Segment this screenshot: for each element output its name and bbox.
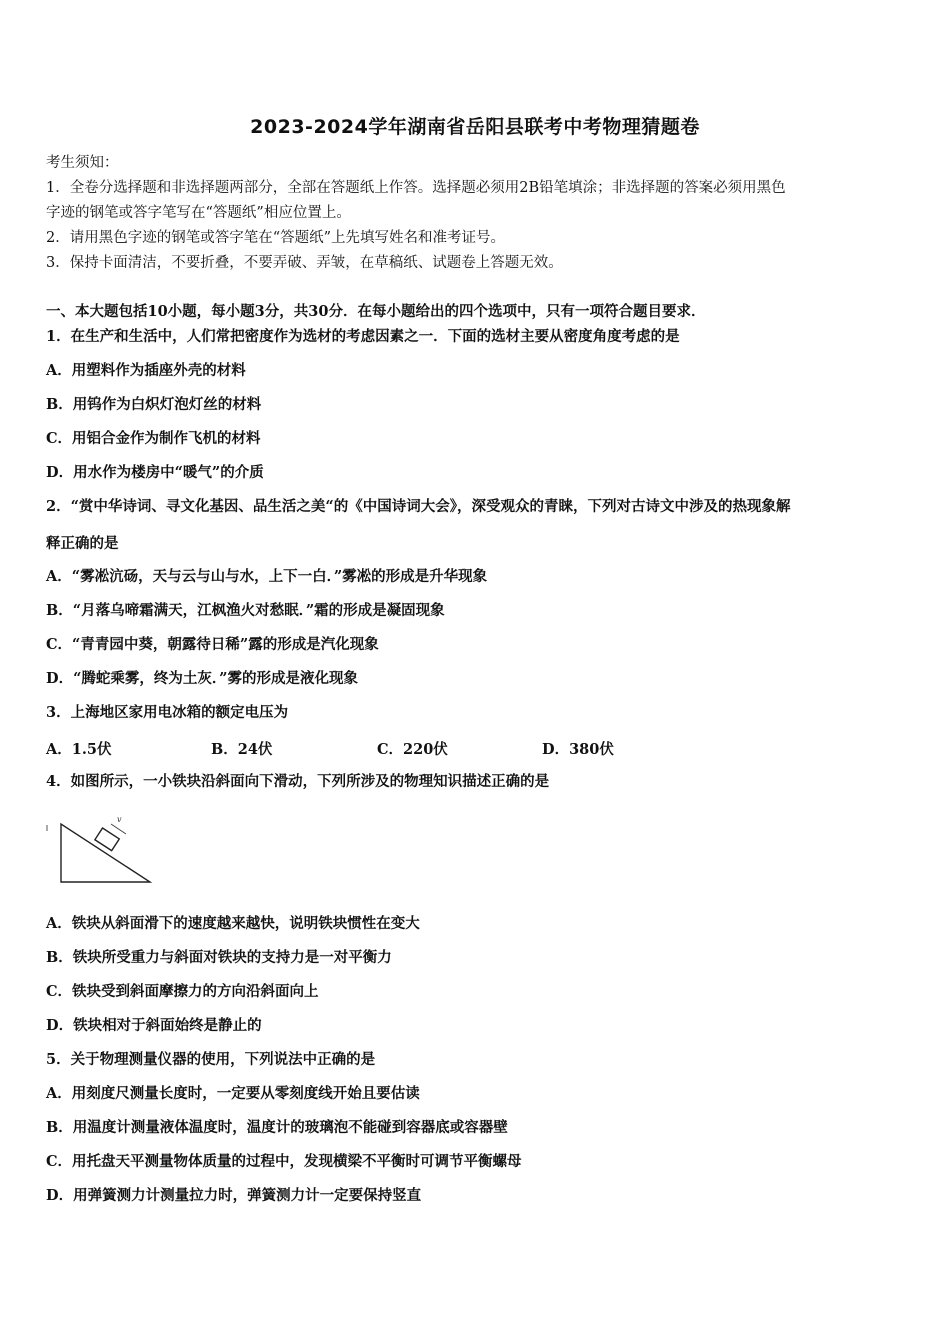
q2-stem-line1: 2．“赏中华诗词、寻文化基因、品生活之美“的《中国诗词大会》，深受观众的青睐，下列对古诗文中涉及的热现象解 bbox=[46, 498, 791, 515]
notice-item-3: 3．保持卡面清洁，不要折叠，不要弄破、弄皱，在草稿纸、试题卷上答题无效。 bbox=[46, 255, 563, 271]
q5-stem: 5．关于物理测量仪器的使用，下列说法中正确的是 bbox=[46, 1051, 376, 1068]
q1-option-c: C．用铝合金作为制作飞机的材料 bbox=[46, 430, 261, 447]
q2-stem-line2: 释正确的是 bbox=[46, 535, 119, 552]
q2-option-b: B．“月落乌啼霜满天，江枫渔火对愁眠．”霜的形成是凝固现象 bbox=[46, 602, 445, 619]
velocity-label: v bbox=[117, 815, 122, 824]
q5-option-a: A．用刻度尺测量长度时，一定要从零刻度线开始且要估读 bbox=[46, 1085, 420, 1102]
q2-option-c: C．“青青园中葵，朝露待日稀”露的形成是汽化现象 bbox=[46, 636, 379, 653]
q3-option-c: C．220伏 bbox=[377, 741, 448, 758]
q3-stem: 3．上海地区家用电冰箱的额定电压为 bbox=[46, 704, 289, 721]
q4-option-c: C．铁块受到斜面摩擦力的方向沿斜面向上 bbox=[46, 983, 319, 1000]
notice-item-2: 2．请用黑色字迹的钢笔或答字笔在“答题纸”上先填写姓名和准考证号。 bbox=[46, 230, 506, 246]
velocity-arrow bbox=[111, 824, 126, 834]
q2-option-d: D．“腾蛇乘雾，终为土灰．”雾的形成是液化现象 bbox=[46, 670, 359, 687]
q4-option-b: B．铁块所受重力与斜面对铁块的支持力是一对平衡力 bbox=[46, 949, 392, 966]
notice-item-1a: 1．全卷分选择题和非选择题两部分，全部在答题纸上作答。选择题必须用2B铅笔填涂；非选择题的答案必须用黑色 bbox=[46, 180, 786, 196]
q2-option-a: A．“雾凇沆砀，天与云与山与水，上下一白．”雾凇的形成是升华现象 bbox=[46, 568, 488, 585]
q1-option-a: A．用塑料作为插座外壳的材料 bbox=[46, 362, 246, 379]
q5-option-d: D．用弹簧测力计测量拉力时，弹簧测力计一定要保持竖直 bbox=[46, 1187, 422, 1204]
q1-stem: 1．在生产和生活中，人们常把密度作为选材的考虑因素之一．下面的选材主要从密度角度考虑的是 bbox=[46, 328, 680, 345]
section-heading: 一、本大题包括10小题，每小题3分，共30分．在每小题给出的四个选项中，只有一项符合题目要求． bbox=[46, 303, 706, 320]
notice-item-1b: 字迹的钢笔或答字笔写在“答题纸”相应位置上。 bbox=[46, 205, 351, 221]
q1-option-d: D．用水作为楼房中“暖气”的介质 bbox=[46, 464, 264, 481]
iron-block bbox=[95, 828, 119, 851]
q3-option-d: D．380伏 bbox=[542, 741, 614, 758]
q4-option-a: A．铁块从斜面滑下的速度越来越快，说明铁块惯性在变大 bbox=[46, 915, 420, 932]
page-title: 2023-2024学年湖南省岳阳县联考中考物理猜题卷 bbox=[250, 116, 700, 138]
q3-option-a: A．1.5伏 bbox=[46, 741, 112, 758]
q3-option-b: B．24伏 bbox=[211, 741, 273, 758]
q5-option-b: B．用温度计测量液体温度时，温度计的玻璃泡不能碰到容器底或容器壁 bbox=[46, 1119, 508, 1136]
q4-stem: 4．如图所示，一小铁块沿斜面向下滑动，下列所涉及的物理知识描述正确的是 bbox=[46, 773, 550, 790]
q5-option-c: C．用托盘天平测量物体质量的过程中，发现横梁不平衡时可调节平衡螺母 bbox=[46, 1153, 522, 1170]
notice-heading: 考生须知： bbox=[46, 155, 119, 171]
q1-option-b: B．用钨作为白炽灯泡灯丝的材料 bbox=[46, 396, 262, 413]
q4-option-d: D．铁块相对于斜面始终是静止的 bbox=[46, 1017, 262, 1034]
incline-figure bbox=[44, 812, 159, 888]
